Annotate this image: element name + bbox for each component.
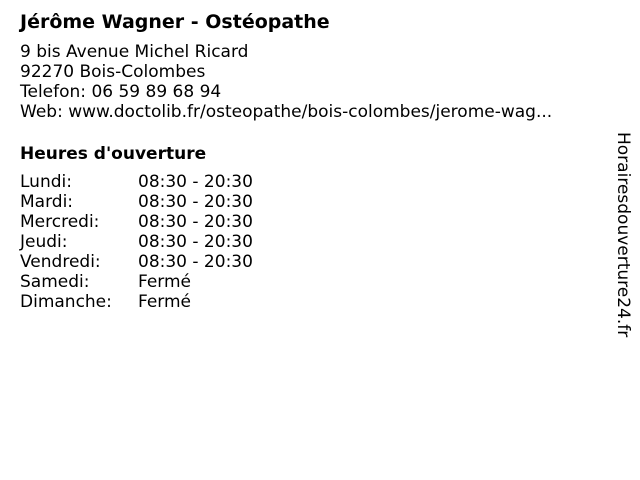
phone-label: Telefon: (20, 82, 87, 102)
hours-row-tuesday (20, 192, 600, 212)
business-name: Jérôme Wagner - Ostéopathe (20, 11, 330, 33)
hours-row-thursday (20, 232, 600, 252)
street-address: 9 bis Avenue Michel Ricard (20, 42, 249, 62)
day-hours: 08:30 - 20:30 (138, 212, 253, 232)
day-hours: 08:30 - 20:30 (138, 232, 253, 252)
day-hours: 08:30 - 20:30 (138, 252, 253, 272)
opening-hours-list (20, 172, 600, 312)
hours-row-saturday (20, 272, 600, 292)
day-label: Dimanche: (20, 292, 112, 312)
day-label: Mercredi: (20, 212, 100, 232)
web-label: Web: (20, 102, 63, 122)
website-link[interactable]: www.doctolib.fr/osteopathe/bois-colombes/jerome-wag... (68, 102, 553, 122)
day-label: Samedi: (20, 272, 90, 292)
day-hours: 08:30 - 20:30 (138, 172, 253, 192)
hours-row-monday (20, 172, 600, 192)
day-label: Vendredi: (20, 252, 101, 272)
phone-line (20, 82, 600, 102)
day-hours: Fermé (138, 272, 192, 292)
phone-number[interactable]: 06 59 89 68 94 (91, 82, 222, 102)
day-label: Lundi: (20, 172, 72, 192)
site-watermark: Horairesdouverture24.fr (613, 132, 633, 338)
hours-row-wednesday (20, 212, 600, 232)
city-address: 92270 Bois-Colombes (20, 62, 206, 82)
business-card (20, 10, 600, 312)
web-line (20, 102, 600, 122)
opening-hours-heading: Heures d'ouverture (20, 144, 207, 164)
hours-row-sunday (20, 292, 600, 312)
day-hours: 08:30 - 20:30 (138, 192, 253, 212)
day-hours: Fermé (138, 292, 192, 312)
hours-row-friday (20, 252, 600, 272)
day-label: Mardi: (20, 192, 74, 212)
day-label: Jeudi: (20, 232, 68, 252)
